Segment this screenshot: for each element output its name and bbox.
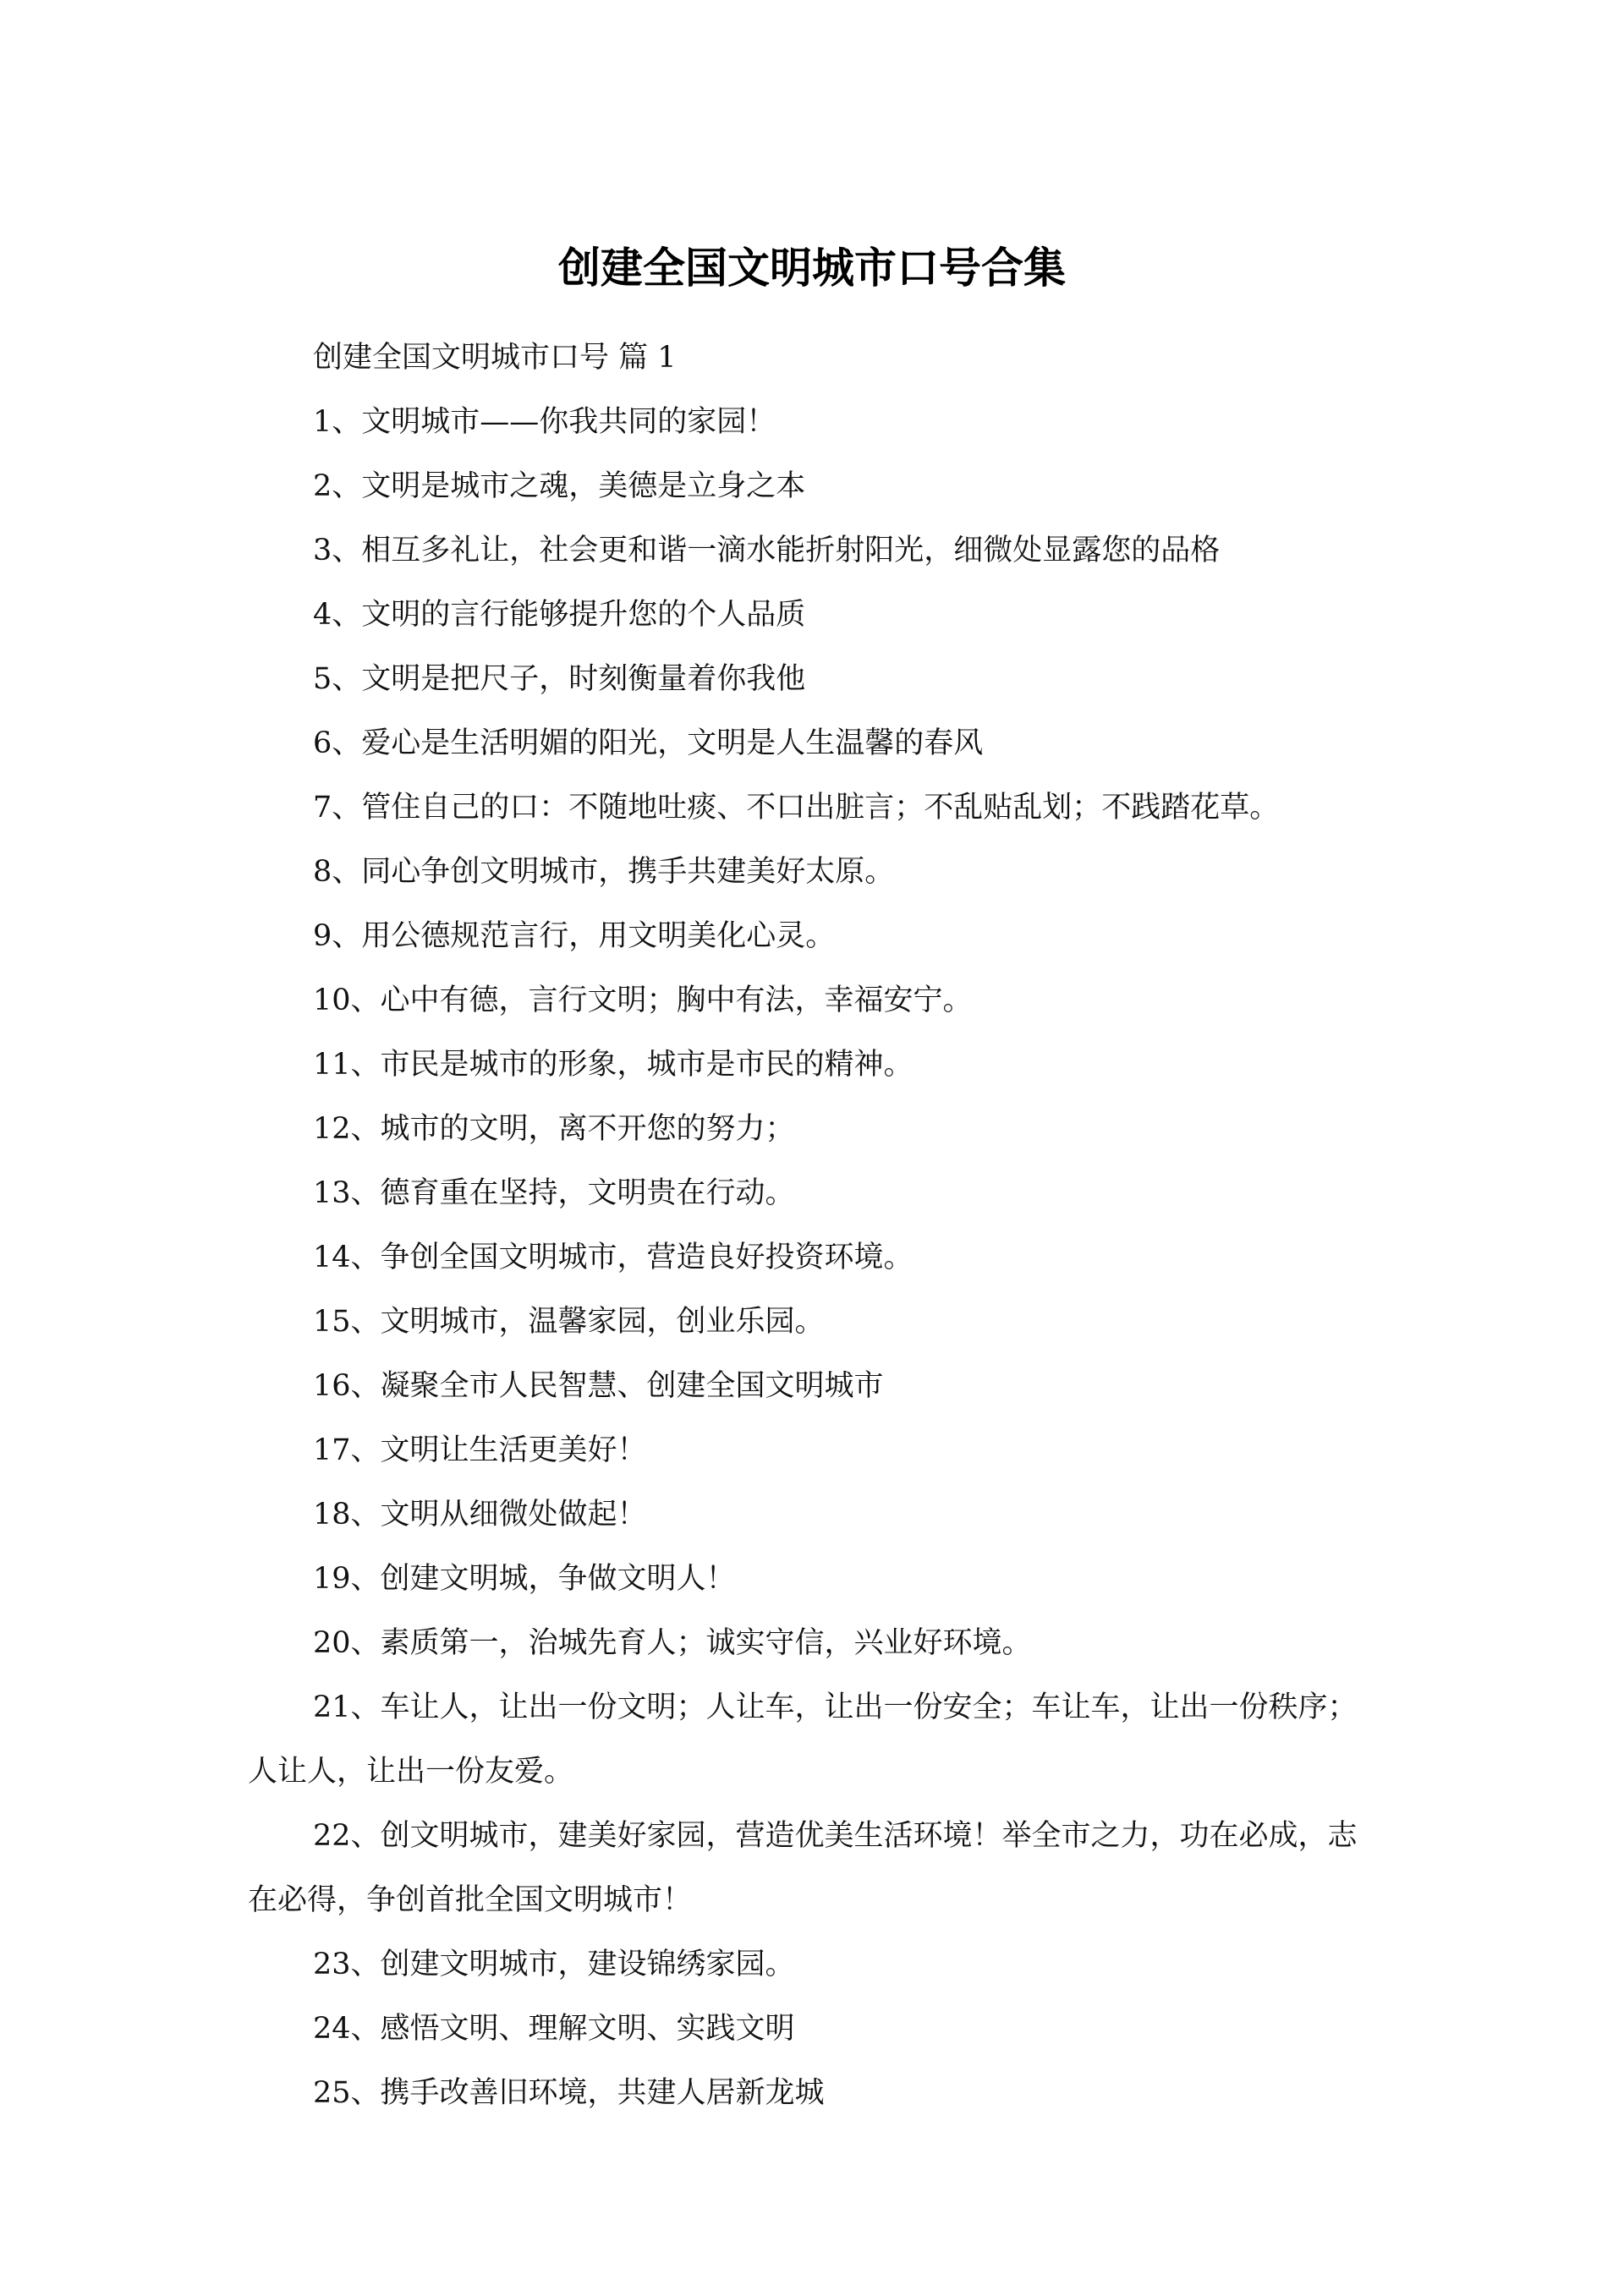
slogan-item: 2、文明是城市之魂，美德是立身之本 [313, 469, 806, 503]
slogan-item: 12、城市的文明，离不开您的努力； [313, 1112, 795, 1146]
slogan-item: 13、德育重在坚持，文明贵在行动。 [313, 1176, 795, 1210]
slogan-item: 11、市民是城市的形象，城市是市民的精神。 [313, 1048, 914, 1082]
slogan-item: 10、心中有德，言行文明；胸中有法，幸福安宁。 [313, 984, 973, 1017]
document-body [248, 326, 1378, 2125]
slogan-item: 7、管住自己的口：不随地吐痰、不口出脏言；不乱贴乱划；不践踏花草。 [313, 791, 1280, 825]
slogan-item: 5、文明是把尺子，时刻衡量着你我他 [313, 662, 806, 696]
slogan-item: 15、文明城市，温馨家园，创业乐园。 [313, 1305, 825, 1339]
slogan-item: 18、文明从细微处做起！ [313, 1498, 647, 1532]
slogan-item: 1、文明城市——你我共同的家园！ [313, 405, 776, 439]
slogan-item: 14、争创全国文明城市，营造良好投资环境。 [313, 1241, 914, 1274]
slogan-item: 9、用公德规范言行，用文明美化心灵。 [313, 919, 836, 953]
document-title: 创建全国文明城市口号合集 [558, 244, 1066, 293]
slogan-item: 20、素质第一，治城先育人；诚实守信，兴业好环境。 [313, 1626, 1032, 1660]
slogan-item: 24、感悟文明、理解文明、实践文明 [313, 2012, 795, 2046]
slogan-item: 17、文明让生活更美好！ [313, 1433, 647, 1467]
slogan-item: 21、车让人，让出一份文明；人让车，让出一份安全；车让车，让出一份秩序；人让人，让出一份友爱。 [248, 1690, 1358, 1789]
slogan-item: 8、同心争创文明城市，携手共建美好太原。 [313, 855, 895, 889]
slogan-item: 25、携手改善旧环境，共建人居新龙城 [313, 2076, 825, 2110]
slogan-item: 23、创建文明城市，建设锦绣家园。 [313, 1948, 795, 1981]
slogan-item: 3、相互多礼让，社会更和谐一滴水能折射阳光，细微处显露您的品格 [313, 534, 1221, 567]
slogan-item: 19、创建文明城，争做文明人！ [313, 1562, 736, 1596]
slogan-item: 22、创文明城市，建美好家园，营造优美生活环境！举全市之力，功在必成，志在必得，争创首批全国文明城市！ [248, 1819, 1358, 1917]
slogan-item: 4、文明的言行能够提升您的个人品质 [313, 598, 806, 632]
slogan-item: 16、凝聚全市人民智慧、创建全国文明城市 [313, 1369, 884, 1403]
section-heading: 创建全国文明城市口号 篇 1 [313, 341, 677, 375]
slogan-item: 6、爱心是生活明媚的阳光，文明是人生温馨的春风 [313, 726, 984, 760]
